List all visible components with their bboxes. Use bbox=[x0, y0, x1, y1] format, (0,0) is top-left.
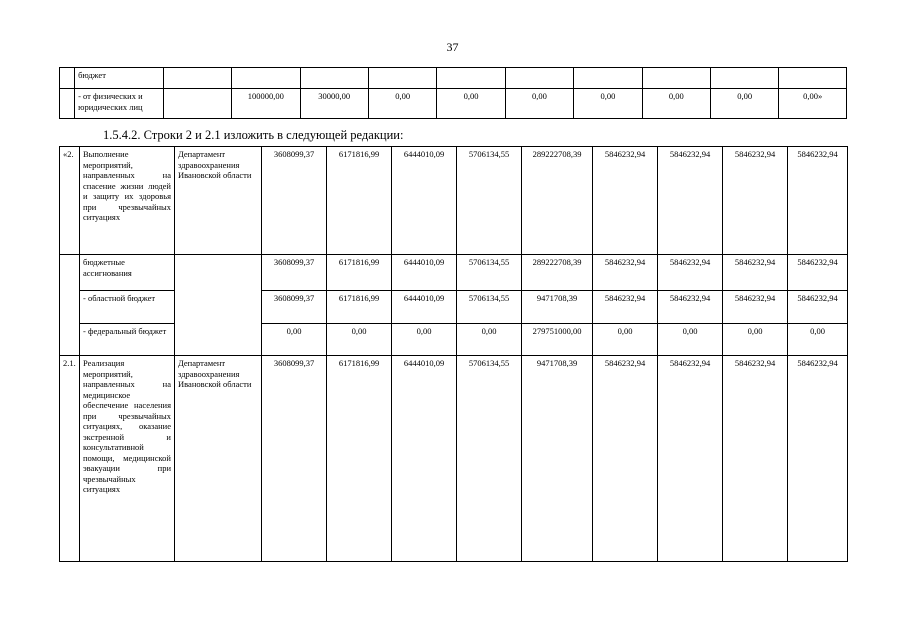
table-cell: 0,00 bbox=[437, 89, 505, 119]
executor: Департамент здравоохранения Ивановской области bbox=[175, 356, 262, 562]
table-cell: 30000,00 bbox=[300, 89, 368, 119]
table-cell: 100000,00 bbox=[232, 89, 300, 119]
table-cell: 5706134,55 bbox=[457, 356, 522, 562]
row-index: 2.1. bbox=[60, 356, 80, 562]
table-cell: 6171816,99 bbox=[327, 291, 392, 324]
table-cell: 5846232,94 bbox=[788, 255, 848, 291]
table-cell: 279751000,00 bbox=[522, 324, 593, 356]
table-cell: 5846232,94 bbox=[593, 255, 658, 291]
table-cell bbox=[711, 68, 779, 89]
table-cell: 0,00 bbox=[723, 324, 788, 356]
table-cell: 5706134,55 bbox=[457, 147, 522, 255]
table-cell: 0,00 bbox=[368, 89, 436, 119]
table-cell: 289222708,39 bbox=[522, 147, 593, 255]
table-cell bbox=[300, 68, 368, 89]
row-label: - областной бюджет bbox=[80, 291, 175, 324]
table-cell: 0,00» bbox=[779, 89, 847, 119]
table-cell: 0,00 bbox=[658, 324, 723, 356]
table-cell: 6444010,09 bbox=[392, 291, 457, 324]
table-cell: 5846232,94 bbox=[593, 291, 658, 324]
table-cell: 289222708,39 bbox=[522, 255, 593, 291]
row-label: бюджетные ассигнования bbox=[80, 255, 175, 291]
table-cell: 6171816,99 bbox=[327, 356, 392, 562]
table-cell bbox=[60, 255, 80, 356]
table-cell: 5846232,94 bbox=[658, 356, 723, 562]
row-label: - от физических и юридических лиц bbox=[75, 89, 164, 119]
table-cell: 5846232,94 bbox=[723, 291, 788, 324]
table-cell: 0,00 bbox=[327, 324, 392, 356]
table-cell bbox=[163, 68, 231, 89]
section-heading: 1.5.4.2. Строки 2 и 2.1 изложить в следующей редакции: bbox=[103, 128, 404, 142]
measure-name: Выполнение мероприятий, направленных на спасение жизни людей и защиту их здоровья при чрезвычайных ситуациях bbox=[80, 147, 175, 255]
table-cell: 5846232,94 bbox=[723, 356, 788, 562]
table-cell bbox=[437, 68, 505, 89]
table-cell: 5846232,94 bbox=[593, 356, 658, 562]
table-cell: 3608099,37 bbox=[262, 147, 327, 255]
table-cell bbox=[779, 68, 847, 89]
table-cell: 5846232,94 bbox=[658, 291, 723, 324]
table-cell bbox=[505, 68, 573, 89]
table-cell bbox=[232, 68, 300, 89]
executor: Департамент здравоохранения Ивановской области bbox=[175, 147, 262, 255]
table-cell: 5846232,94 bbox=[788, 291, 848, 324]
table-row bbox=[60, 356, 848, 562]
table-cell: 5846232,94 bbox=[658, 255, 723, 291]
table-cell: 0,00 bbox=[711, 89, 779, 119]
table-cell: 6444010,09 bbox=[392, 356, 457, 562]
table-cell: 5846232,94 bbox=[723, 147, 788, 255]
table-cell: 5846232,94 bbox=[593, 147, 658, 255]
table-row bbox=[60, 68, 847, 89]
row-label: - федеральный бюджет bbox=[80, 324, 175, 356]
page-number: 37 bbox=[446, 40, 459, 54]
table-cell bbox=[60, 89, 75, 119]
table-cell: 5846232,94 bbox=[788, 356, 848, 562]
table-cell: 9471708,39 bbox=[522, 291, 593, 324]
table-cell: 0,00 bbox=[392, 324, 457, 356]
table-cell bbox=[60, 68, 75, 89]
table-cell: 6444010,09 bbox=[392, 255, 457, 291]
table-cell: 5706134,55 bbox=[457, 291, 522, 324]
table-cell: 5846232,94 bbox=[788, 147, 848, 255]
table-cell: 0,00 bbox=[457, 324, 522, 356]
table-cell: 0,00 bbox=[642, 89, 710, 119]
row-label: бюджет bbox=[75, 68, 164, 89]
row-index: «2. bbox=[60, 147, 80, 255]
table-row bbox=[60, 89, 847, 119]
table-row bbox=[60, 147, 848, 255]
table-cell: 0,00 bbox=[593, 324, 658, 356]
table-row bbox=[60, 255, 848, 291]
table-cell: 6171816,99 bbox=[327, 255, 392, 291]
table-cell: 3608099,37 bbox=[262, 356, 327, 562]
table-cell: 3608099,37 bbox=[262, 291, 327, 324]
table-cell: 0,00 bbox=[262, 324, 327, 356]
table-cell: 3608099,37 bbox=[262, 255, 327, 291]
table-cell bbox=[175, 255, 262, 356]
table-cell bbox=[368, 68, 436, 89]
table-cell bbox=[574, 68, 642, 89]
table-cell: 5706134,55 bbox=[457, 255, 522, 291]
measure-name: Реализация мероприятий, направленных на медицинское обеспечение населения при чрезвычайных ситуациях, оказание экстренной и консультативной помощи, медицинской эвакуации при чрезвычайных ситуациях bbox=[80, 356, 175, 562]
table-cell: 0,00 bbox=[574, 89, 642, 119]
table-cell: 6171816,99 bbox=[327, 147, 392, 255]
table-cell: 5846232,94 bbox=[723, 255, 788, 291]
table-cell: 0,00 bbox=[505, 89, 573, 119]
table-cell: 9471708,39 bbox=[522, 356, 593, 562]
top-table bbox=[59, 67, 847, 119]
main-table bbox=[59, 146, 848, 562]
table-cell: 6444010,09 bbox=[392, 147, 457, 255]
table-cell bbox=[163, 89, 231, 119]
table-cell: 0,00 bbox=[788, 324, 848, 356]
table-cell: 5846232,94 bbox=[658, 147, 723, 255]
table-cell bbox=[642, 68, 710, 89]
